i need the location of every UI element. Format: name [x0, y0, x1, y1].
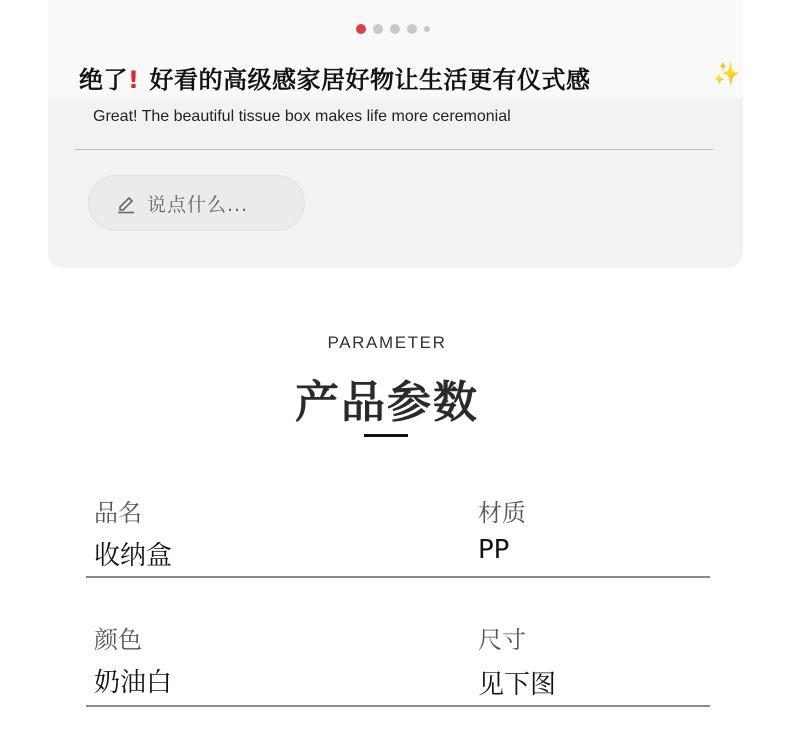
review-headline [79, 60, 590, 95]
param-value-material: PP [478, 535, 510, 565]
param-label-size: 尺寸 [478, 626, 526, 654]
comment-input[interactable] [88, 175, 305, 231]
param-value-size: 见下图 [478, 670, 557, 700]
carousel-dot-2[interactable] [373, 24, 383, 34]
param-value-name: 收纳盒 [94, 541, 173, 571]
sparkle-icon: ✨ [713, 62, 741, 87]
param-label-name: 品名 [94, 499, 142, 527]
headline-rest: 好看的高级感家居好物让生活更有仪式感 [149, 66, 591, 94]
param-row-divider-1 [86, 576, 710, 578]
carousel-dots [356, 23, 430, 35]
carousel-dot-5[interactable] [424, 26, 430, 32]
carousel-dot-1[interactable] [356, 24, 366, 34]
card-divider [75, 149, 713, 150]
review-card [48, 0, 743, 268]
carousel-dot-3[interactable] [390, 24, 400, 34]
carousel-dot-4[interactable] [407, 24, 417, 34]
param-label-color: 颜色 [94, 626, 142, 654]
section-title: 产品参数 [295, 377, 479, 428]
section-eyebrow: PARAMETER [327, 333, 447, 352]
param-label-material: 材质 [478, 499, 526, 527]
headline-exclamation: ! [128, 66, 140, 94]
review-subtitle: Great! The beautiful tissue box makes life more ceremonial [93, 108, 511, 125]
title-underline [364, 434, 408, 437]
pencil-icon [115, 192, 147, 214]
param-value-color: 奶油白 [94, 668, 173, 698]
headline-main: 绝了 [79, 66, 128, 94]
param-row-divider-2 [86, 705, 710, 707]
comment-placeholder: 说点什么... [147, 193, 249, 216]
